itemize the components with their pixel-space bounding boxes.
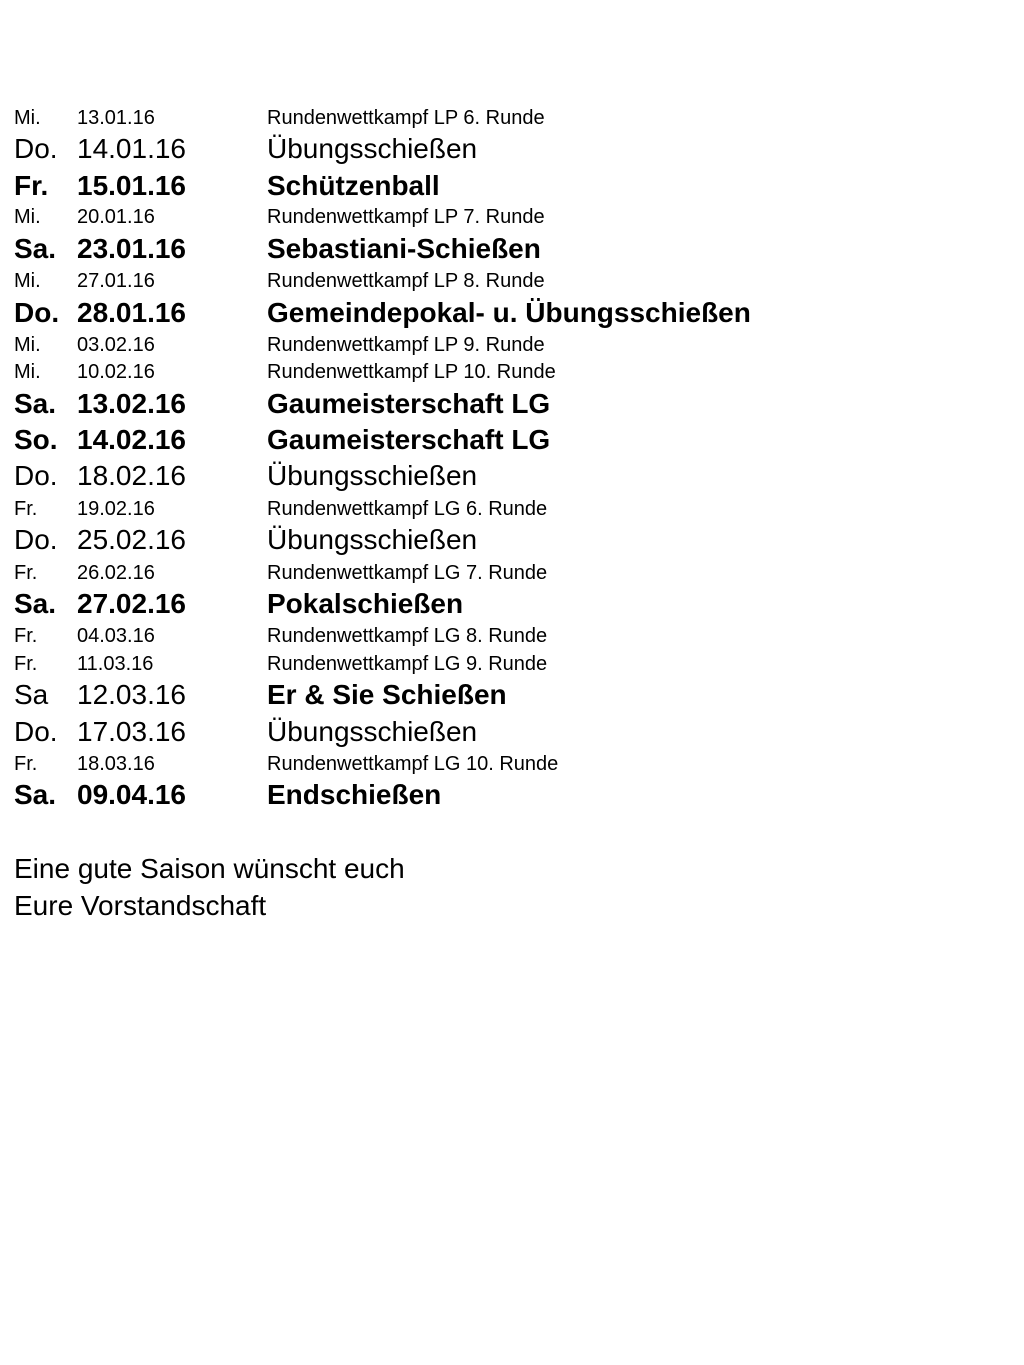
event-day: Mi. [14, 270, 41, 292]
event-day: Fr. [14, 653, 38, 675]
event-title: Rundenwettkampf LG 7. Runde [267, 562, 548, 584]
event-date: 26.02.16 [77, 562, 155, 584]
event-date: 25.02.16 [77, 524, 186, 555]
event-day: Fr. [14, 498, 38, 520]
event-title: Endschießen [267, 779, 442, 810]
event-day: Fr. [14, 753, 38, 775]
event-date: 03.02.16 [77, 334, 155, 356]
event-title: Gaumeisterschaft LG [267, 424, 551, 455]
event-day: Fr. [14, 562, 38, 584]
event-title: Er & Sie Schießen [267, 679, 507, 710]
event-title: Pokalschießen [267, 588, 464, 619]
event-day: Do. [14, 297, 60, 328]
closing-greeting [14, 850, 405, 924]
event-day: Fr. [14, 625, 38, 647]
event-day: So. [14, 424, 58, 455]
event-day: Do. [14, 524, 58, 555]
event-title: Übungsschießen [267, 716, 478, 747]
event-day: Mi. [14, 334, 41, 356]
event-day: Sa. [14, 388, 57, 419]
event-day: Fr. [14, 170, 49, 201]
event-title: Gaumeisterschaft LG [267, 388, 551, 419]
event-title: Rundenwettkampf LP 9. Runde [267, 334, 545, 356]
event-day: Sa. [14, 588, 57, 619]
event-day: Sa [14, 679, 49, 710]
event-day: Sa. [14, 779, 57, 810]
event-date: 18.02.16 [77, 460, 186, 491]
event-date: 13.01.16 [77, 107, 155, 129]
event-day: Mi. [14, 206, 41, 228]
event-date: 20.01.16 [77, 206, 155, 228]
event-date: 11.03.16 [77, 653, 154, 675]
event-date: 15.01.16 [77, 170, 186, 201]
event-title: Gemeindepokal- u. Übungsschießen [267, 297, 751, 328]
closing-line-2: Eure Vorstandschaft [14, 890, 267, 921]
event-title: Rundenwettkampf LG 10. Runde [267, 753, 559, 775]
event-title: Rundenwettkampf LP 7. Runde [267, 206, 545, 228]
event-title: Übungsschießen [267, 133, 478, 164]
event-day: Do. [14, 460, 58, 491]
event-date: 27.02.16 [77, 588, 186, 619]
event-date: 17.03.16 [77, 716, 186, 747]
event-date: 18.03.16 [77, 753, 155, 775]
event-day: Do. [14, 133, 58, 164]
event-date: 09.04.16 [77, 779, 186, 810]
event-date: 27.01.16 [77, 270, 155, 292]
event-date: 14.01.16 [77, 133, 186, 164]
event-title: Rundenwettkampf LG 9. Runde [267, 653, 548, 675]
event-date: 13.02.16 [77, 388, 186, 419]
event-title: Rundenwettkampf LP 8. Runde [267, 270, 545, 292]
event-date: 14.02.16 [77, 424, 186, 455]
event-title: Schützenball [267, 170, 440, 201]
event-date: 10.02.16 [77, 361, 155, 383]
event-day: Sa. [14, 233, 57, 264]
event-title: Rundenwettkampf LG 6. Runde [267, 498, 548, 520]
event-title: Rundenwettkampf LP 6. Runde [267, 107, 545, 129]
event-title: Übungsschießen [267, 460, 478, 491]
event-title: Übungsschießen [267, 524, 478, 555]
event-day: Do. [14, 716, 58, 747]
event-day: Mi. [14, 361, 41, 383]
event-title: Sebastiani-Schießen [267, 233, 541, 264]
event-date: 04.03.16 [77, 625, 155, 647]
event-date: 19.02.16 [77, 498, 155, 520]
event-date: 28.01.16 [77, 297, 186, 328]
event-title: Rundenwettkampf LP 10. Runde [267, 361, 556, 383]
event-date: 23.01.16 [77, 233, 186, 264]
closing-line-1: Eine gute Saison wünscht euch [14, 853, 405, 884]
event-day: Mi. [14, 107, 41, 129]
event-title: Rundenwettkampf LG 8. Runde [267, 625, 548, 647]
event-date: 12.03.16 [77, 679, 186, 710]
